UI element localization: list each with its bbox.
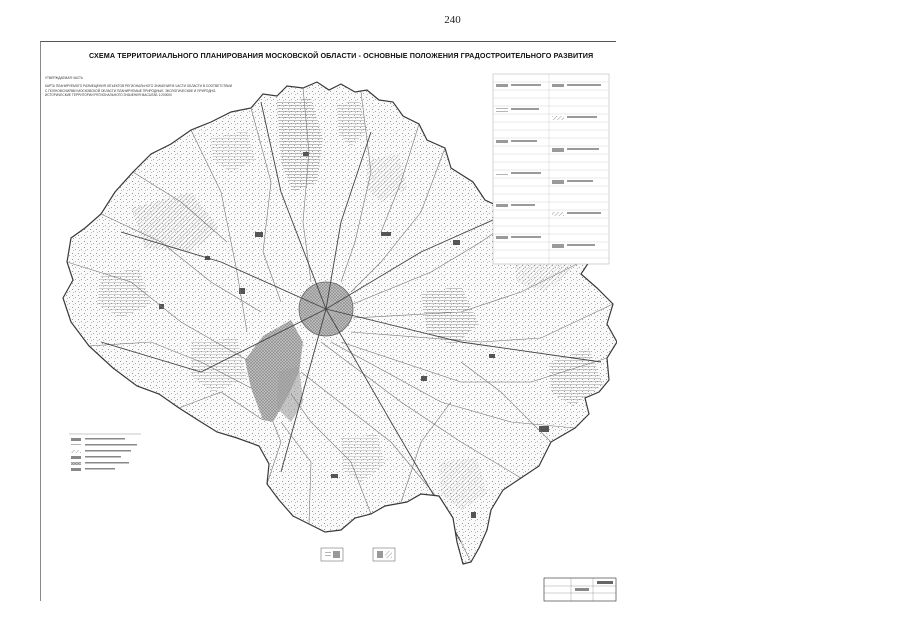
page-number: 240 <box>444 14 461 26</box>
side-note-label: УТВЕРЖДАЕМАЯ ЧАСТЬ <box>45 76 84 80</box>
title-block-stamp-icon <box>544 578 616 601</box>
legend-table-icon <box>493 74 609 264</box>
map-sheet <box>40 41 616 601</box>
map-title: СХЕМА ТЕРРИТОРИАЛЬНОГО ПЛАНИРОВАНИЯ МОСКОВСКОЙ ОБЛАСТИ - ОСНОВНЫЕ ПОЛОЖЕНИЯ ГРАДОСТРОИТЕЛЬНОГО РАЗВИТИЯ <box>89 51 594 60</box>
side-note-description: КАРТА ПЛАНИРУЕМОГО РАЗМЕЩЕНИЯ ОБЪЕКТОВ РЕГИОНАЛЬНОГО ЗНАЧЕНИЯ В ЧАСТИ ОБЛАСТИ В СООТВЕТСТВИИ С ПОЛНОМОЧИЯМИ МОСКОВСКОЙ ОБЛАСТИ ПЛАНИРУЕМЫЕ ПРИРОДНЫЕ, ЭКОЛОГИЧЕСКИЕ И ПРИРОДНО-ИСТОРИЧЕСКИЕ ТЕРРИТОРИИ РЕГИОНАЛЬНОГО ЗНАЧЕНИЯ МАСШТАБ 1:200000 <box>45 84 233 98</box>
map-of-moscow-region-icon <box>41 42 617 602</box>
